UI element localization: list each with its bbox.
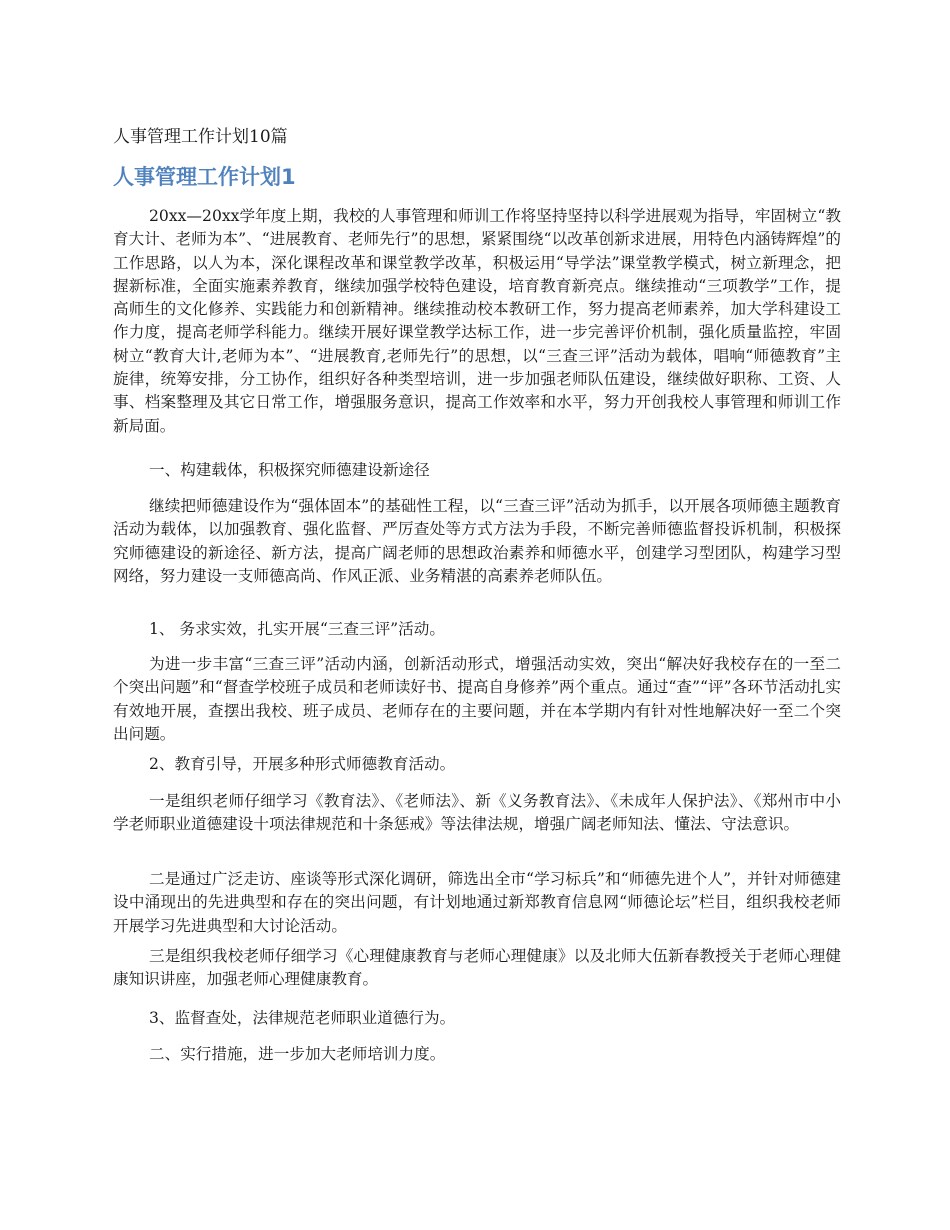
heading-part-one: 一、构建载体，积极探究师德建设新途径 [149,461,430,479]
paragraph-item-2a: 一是组织老师仔细学习《教育法》、《老师法》、新《义务教育法》、《未成年人保护法》、《郑州市中小学老师职业道德建设十项法律规范和十条惩戒》等法律法规，增强广阔老师知法、懂法、守法意识。 [113,792,841,834]
heading-part-two: 二、实行措施，进一步加大老师培训力度。 [149,1045,446,1063]
paragraph-intro: 20xx—20xx学年度上期，我校的人事管理和师训工作将坚持坚持以科学进展观为指导，牢固树立“教育大计、老师为本”、“进展教育、老师先行”的思想，紧紧围绕“以改革创新求进展，用特色内涵铸辉煌”的工作思路，以人为本，深化课程改革和课堂教学改革，积极运用“导学法”课堂教学模式，树立新理念，把握新标准，全面实施素养教育，继续加强学校特色建设，培育教育新亮点。继续推动“三项教学”工作，提高师生的文化修养、实践能力和创新精神。继续推动校本教研工作，努力提高老师素养，加大学科建设工作力度，提高老师学科能力。继续开展好课堂教学达标工作，进一步完善评价机制，强化质量监控，牢固树立“教育大计,老师为本”、“进展教育,老师先行”的思想，以“三查三评”活动为载体，唱响“师德教育”主旋律，统筹安排，分工协作，组织好各种类型培训，进一步加强老师队伍建设，继续做好职称、工资、人事、档案整理及其它日常工作，增强服务意识，提高工作效率和水平，努力开创我校人事管理和师训工作新局面。 [113,207,841,435]
paragraph-item-2b: 二是通过广泛走访、座谈等形式深化调研，筛选出全市“学习标兵”和“师德先进个人”，并针对师德建设中涌现出的先进典型和存在的突出问题，有计划地通过新郑教育信息网“师德论坛”栏目，组织我校老师开展学习先进典型和大讨论活动。 [113,870,841,935]
heading-item-3: 3、监督查处，法律规范老师职业道德行为。 [149,1009,456,1027]
heading-item-1: 1、 务求实效，扎实开展“三查三评”活动。 [149,620,445,638]
section-heading: 人事管理工作计划1 [113,165,296,189]
paragraph-part-one: 继续把师德建设作为“强体固本”的基础性工程，以“三查三评”活动为抓手，以开展各项师德主题教育活动为载体，以加强教育、强化监督、严厉查处等方式方法为手段，不断完善师德监督投诉机制，积极探究师德建设的新途径、新方法，提高广阔老师的思想政治素养和师德水平，创建学习型团队，构建学习型网络，努力建设一支师德高尚、作风正派、业务精湛的高素养老师队伍。 [113,497,841,585]
paragraph-item-1: 为进一步丰富“三查三评”活动内涵，创新活动形式，增强活动实效，突出“解决好我校存在的一至二个突出问题”和“督查学校班子成员和老师读好书、提高自身修养”两个重点。通过“查”“评”各环节活动扎实有效地开展，查摆出我校、班子成员、老师存在的主要问题，并在本学期内有针对性地解决好一至二个突出问题。 [113,655,841,743]
document-title: 人事管理工作计划10篇 [113,127,288,147]
paragraph-item-2c: 三是组织我校老师仔细学习《心理健康教育与老师心理健康》以及北师大伍新春教授关于老师心理健康知识讲座，加强老师心理健康教育。 [113,947,841,989]
heading-item-2: 2、教育引导，开展多种形式师德教育活动。 [149,755,456,773]
